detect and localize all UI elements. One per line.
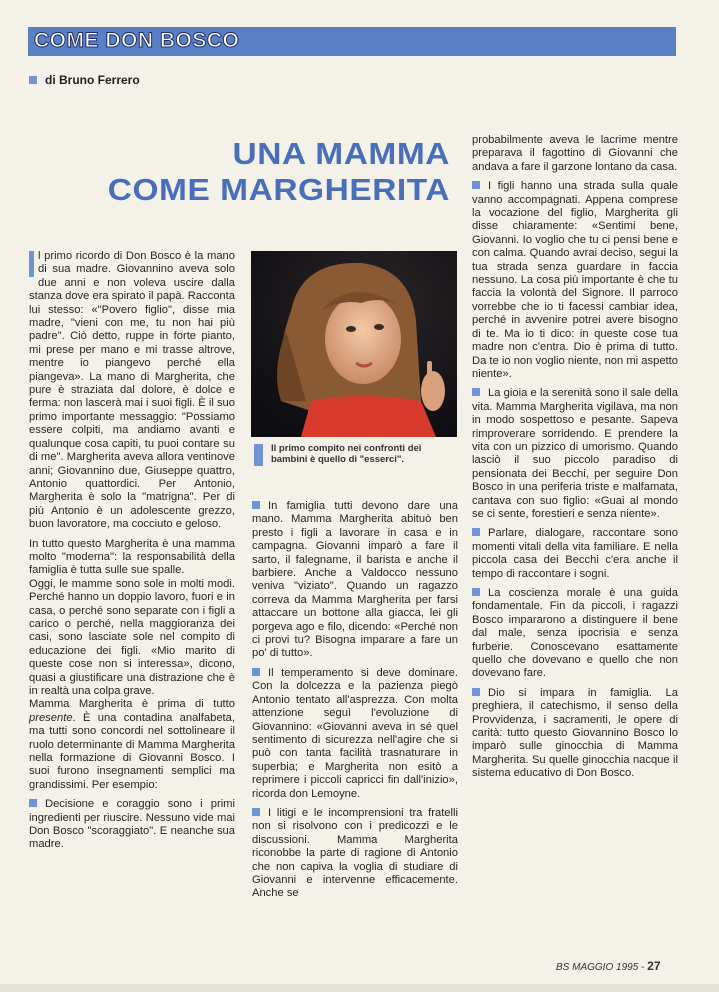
paragraph: probabilmente aveva le lacrime mentre preparava il fagottino di Giovanni che andava a fare il garzone lontano da casa. [472, 134, 678, 173]
caption-square-icon [254, 444, 263, 466]
article-column-2 [252, 500, 458, 907]
bullet-square-icon [252, 668, 260, 676]
bullet-square-icon [472, 528, 480, 536]
bullet-square-icon [472, 181, 480, 189]
page-number: 27 [647, 959, 661, 973]
headline-line-1: UNA MAMMA [232, 136, 450, 171]
bullet-square-icon [472, 388, 480, 396]
paragraph: Mamma Margherita è prima di tutto presente. È una contadina analfabeta, ma tutti sono concordi nel sottolineare il ruolo determinante di Mamma Margherita nella formazione di Giovanni Bosco. I suoi furono insegnamenti semplici ma grandissimi. Per esempio: [29, 698, 235, 791]
article-column-1 [29, 250, 235, 858]
paragraph: I litigi e le incomprensioni tra fratelli non si risolvono con i predicozzi e le discussioni. Mamma Margherita riconobbe la parte di ragione di Antonio che non capiva la voglia di studiare di Giovanni e intervenne efficacemente. Anche se [252, 806, 458, 900]
section-title: COME DON BOSCO [34, 29, 240, 52]
headline-line-2: COME MARGHERITA [107, 172, 450, 207]
paragraph: In famiglia tutti devono dare una mano. Mamma Margherita abituò ben presto i figli a lavorare in casa e in campagna. Giovanni imparò a fare il sarto, il falegname, il barista e anche il barbiere. Anche a Valdocco nessuno veniva "viziato". Quando un ragazzo correva da Mamma Margherita per farsi attaccare un bottone alla giacca, lei gli porgeva ago e filo, dicendo: «Perché non ci provi tu? Bisogna imparare a fare un po' di tutto». [252, 500, 458, 660]
page-footer [556, 959, 661, 973]
paragraph: In tutto questo Margherita è una mamma molto "moderna": la responsabilità della famiglia è tutta sulle sue spalle. [29, 537, 235, 577]
bullet-square-icon [252, 808, 260, 816]
photo-caption: Il primo compito nei confronti dei bambini è quello di "esserci". [254, 443, 454, 466]
author-text: di Bruno Ferrero [45, 73, 140, 87]
bullet-square-icon [472, 588, 480, 596]
paragraph: Dio si impara in famiglia. La preghiera, il catechismo, il senso della Provvidenza, i sacramenti, le opere di carità: tutto questo Giovannino Bosco lo imparò sulle ginocchia di Mamma Margherita. Su quelle ginocchia nacque il sistema educativo di Don Bosco. [472, 686, 678, 780]
drop-cap-bar [29, 251, 34, 277]
byline [29, 73, 140, 87]
paragraph: I figli hanno una strada sulla quale vanno accompagnati. Appena comprese la vocazione del figlio, Margherita gli disse chiaramente: «Sentimi bene, Giovanni. Io voglio che tu ci pensi bene e con calma. Quando avrai deciso, segui la tua strada senza guardare in faccia nessuno. La cosa più importante è che tu faccia la volontà del Signore. Il parroco vorrebbe che io ti facessi cambiar idea, perché in avvenire potrei avere bisogno di te. Ma io ti dico: in queste cose tua madre non c'entra. Dio è prima di tutto. Da te io non voglio niente, non mi aspetto niente». [472, 180, 678, 380]
article-column-3 [472, 134, 678, 787]
paragraph: La coscienza morale è una guida fondamentale. Fin da piccoli, i ragazzi Bosco impararono a distinguere il bene dal male, senza ipocrisia e senza furberie. Conoscevano esattamente quello che dovevano e quello che non dovevano fare. [472, 587, 678, 680]
child-photo [251, 251, 457, 437]
paragraph: Oggi, le mamme sono sole in molti modi. Perché hanno un doppio lavoro, fuori e in casa, o perché sono separate con i figli a carico o perché, nella maggioranza dei casi, sono lasciate sole nel compito di educazione dei figli. «Mio marito di queste cose non si interessa», dicono, quasi a giustificare una distrazione che è in realtà una colpa grave. [29, 577, 235, 697]
bottom-edge [0, 984, 719, 992]
section-banner [28, 27, 676, 56]
bullet-square-icon [29, 76, 37, 84]
paragraph: Decisione e coraggio sono i primi ingredienti per riuscire. Nessuno vide mai Don Bosco "scoraggiato". E neanche sua madre. [29, 798, 235, 851]
paragraph: l primo ricordo di Don Bosco è la mano di sua madre. Giovannino aveva solo due anni e non voleva uscire dalla stanza dove era spirato il papà. Racconta lui stesso: «"Povero figlio", disse mia madre, "vieni con me, tu non hai più padre". Ciò detto, ruppe in forte pianto, mi prese per mano e mi trasse altrove, mentre io piangevo perché ella piangeva». La mano di Margherita, che pure è straziata dal dolore, è dolce e ferma: non lascerà mai i suoi figli. È il suo primo importante messaggio: "Possiamo essere colpiti, ma andiamo avanti e qualunque cosa capiti, tu puoi contare su di me". Margherita aveva allora ventinove anni; Giovannino due, Giuseppe quattro, Antonio quattordici. Per Antonio, Margherita è solo la "matrigna". Per di più Antonio è un adolescente grezzo, buon lavoratore, ma cocciuto e geloso. [29, 250, 235, 531]
paragraph: Il temperamento si deve dominare. Con la dolcezza e la pazienza piegò Antonio tentato all'asprezza. Con molta attenzione seguì l'evoluzione di Giovannino: «Giovanni aveva in sé quel sentimento di sicurezza nell'agire che si può con tanta facilità trasnaturare in superbia; e Margherita non esitò a reprimere i piccoli capricci fin dall'inizio», ricorda don Lemoyne. [252, 666, 458, 800]
child-looking-up-illustration [251, 251, 457, 437]
paragraph: Parlare, dialogare, raccontare sono momenti vitali della vita familiare. E nella piccola casa dei Becchi c'era anche il tempo di raccontare i sogni. [472, 527, 678, 580]
bullet-square-icon [252, 501, 260, 509]
footer-source: BS MAGGIO 1995 - [556, 962, 645, 973]
bullet-square-icon [472, 688, 480, 696]
paragraph: La gioia e la serenità sono il sale della vita. Mamma Margherita vigilava, ma non in modo sospettoso e pesante. Sapeva rimproverare sorridendo. E prendere la vita con un pizzico di umorismo. Quando lasciò il suo piccolo paradiso di pensionata dei Becchi, per seguire Don Bosco in una periferia triste e malfamata, cantava con suo figlio: «Guai al mondo se ci sente, forestieri e senza niente». [472, 387, 678, 520]
bullet-square-icon [29, 799, 37, 807]
